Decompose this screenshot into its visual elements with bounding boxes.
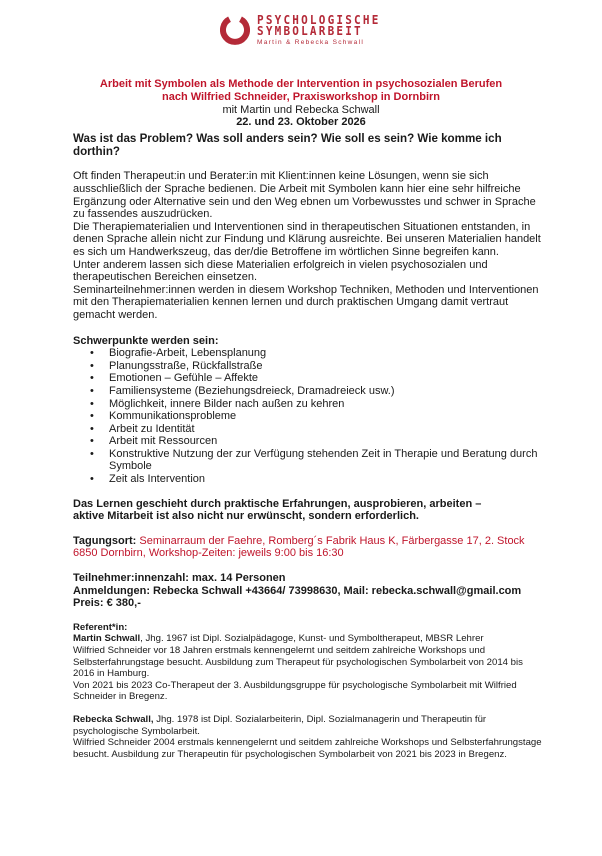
- focus-list: [73, 347, 543, 486]
- hosts-line: mit Martin und Rebecka Schwall: [222, 103, 380, 116]
- speakers: [73, 622, 543, 761]
- logo-ring-icon: [220, 15, 250, 45]
- speaker-bio-text: Wilfried Schneider vor 18 Jahren erstmals kennengelernt und seitdem zahlreiche Workshops und Selbsterfahrungstage besucht. Ausbildung zum Therapeut für psychologischen Symbolarbeit von 2014 bis 2016 in Hamburg.: [73, 645, 523, 680]
- intro-question: Was ist das Problem? Was soll anders sein? Wie soll es sein? Wie komme ich dorthin?: [73, 132, 502, 159]
- intro-paragraph: Oft finden Therapeut:in und Berater:in mit Klient:innen keine Lösungen, wenn sie sich ausschließlich der Sprache bedienen. Die Arbeit mit Symbolen kann hier eine sehr hilfreiche Ergänzung oder Alternative sein und den Weg ebnen um Vorbewusstes und schwer in Sprache zu fassendes auszudrücken.: [73, 170, 536, 221]
- speaker-name: Martin Schwall: [73, 633, 141, 645]
- venue-line1: Seminarraum der Faehre, Romberg´s Fabrik Haus K, Färbergasse 17, 2. Stock: [139, 534, 525, 547]
- focus-item: • Arbeit mit Ressourcen: [73, 435, 543, 448]
- intro-paragraph: Seminarteilnehmer:innen werden in diesem Workshop Techniken, Methoden und Interventionen mit den Therapiematerialien kennen lernen und durch praktischen Umgang damit vertraut gemacht werden.: [73, 283, 539, 321]
- focus-item: • Biografie-Arbeit, Lebensplanung: [73, 347, 543, 360]
- registration-contact: Anmeldungen: Rebecka Schwall +43664/ 73998630, Mail: rebecka.schwall@gmail.com: [73, 584, 522, 597]
- title-line1: Arbeit mit Symbolen als Methode der Intervention in psychosozialen Berufen: [99, 78, 503, 90]
- speaker-bio-text: Jhg. 1978 ist Dipl. Sozialarbeiterin, Dipl. Sozialmanagerin und Therapeutin für psychologische Symbolarbeit.: [73, 713, 487, 737]
- learning-note: [73, 498, 543, 523]
- focus-item: • Konstruktive Nutzung der zur Verfügung stehenden Zeit in Therapie und Beratung durch Symbole: [73, 448, 543, 473]
- focus-item: • Zeit als Intervention: [73, 473, 543, 486]
- price: Preis: € 380,-: [73, 597, 141, 610]
- focus-item: • Kommunikationsprobleme: [73, 410, 543, 423]
- logo-line1: PSYCHOLOGISCHE: [257, 12, 381, 28]
- content: [73, 132, 543, 760]
- speaker-name: Rebecka Schwall,: [73, 713, 154, 725]
- focus-item: • Möglichkeit, innere Bilder nach außen zu kehren: [73, 398, 543, 411]
- venue-label: Tagungsort:: [73, 534, 137, 547]
- title-line2: nach Wilfried Schneider, Praxisworkshop in Dornbirn: [161, 90, 440, 103]
- focus-item: • Planungsstraße, Rückfallstraße: [73, 360, 543, 373]
- logo-text: [257, 12, 381, 47]
- speaker-bio-martin: [73, 633, 543, 703]
- learning-line2: aktive Mitarbeit ist also nicht nur erwünscht, sondern erforderlich.: [73, 510, 419, 523]
- speakers-title: Referent*in:: [73, 621, 128, 633]
- focus-title: Schwerpunkte werden sein:: [73, 334, 219, 347]
- venue: [73, 535, 543, 560]
- intro-paragraph: Unter anderem lassen sich diese Materialien erfolgreich in vielen psychosozialen und therapeutischen Bereichen einsetzen.: [73, 258, 488, 284]
- focus-item: • Emotionen – Gefühle – Affekte: [73, 372, 543, 385]
- event-date: 22. und 23. Oktober 2026: [236, 116, 366, 129]
- event-info: [73, 572, 543, 610]
- header: [0, 78, 602, 129]
- venue-line2: 6850 Dornbirn, Workshop-Zeiten: jeweils 9:00 bis 16:30: [73, 547, 344, 560]
- focus-item: • Familiensysteme (Beziehungsdreieck, Dramadreieck usw.): [73, 385, 543, 398]
- speaker-bio-text: Wilfried Schneider 2004 erstmals kennengelernt und seitdem zahlreiche Workshops und Selbsterfahrungstage besucht. Ausbildung zur Therapeutin für psychologischen Symbolarbeit von 2021 bis 2023 in Bregenz.: [73, 737, 542, 760]
- logo: [220, 12, 381, 55]
- learning-line1: Das Lernen geschieht durch praktische Erfahrungen, ausprobieren, arbeiten –: [73, 497, 482, 510]
- speaker-bio-text: , Jhg. 1967 ist Dipl. Sozialpädagoge, Kunst- und Symboltherapeut, MBSR Lehrer: [140, 633, 484, 645]
- logo-line2: SYMBOLARBEIT: [257, 23, 363, 39]
- focus-item: • Arbeit zu Identität: [73, 423, 543, 436]
- participants-limit: Teilnehmer:innenzahl: max. 14 Personen: [73, 572, 286, 585]
- logo-subtitle: Martin & Rebecka Schwall: [257, 39, 365, 46]
- speaker-bio-text: Von 2021 bis 2023 Co-Therapeut der 3. Ausbildungsgruppe für psychologische Symbolarbeit mit Wilfried Schneider in Bregenz.: [73, 679, 517, 703]
- intro-paragraph: Die Therapiematerialien und Interventionen sind in therapeutischen Situationen entstanden, in denen Sprache allein nicht zur Findung und Klärung ausreichte. Bei unseren Materialien handelt es sich um Handwerkszeug, das der/die Betroffene im wörtlichen Sinne begreifen kann.: [73, 220, 541, 258]
- speaker-bio-rebecka: [73, 714, 543, 760]
